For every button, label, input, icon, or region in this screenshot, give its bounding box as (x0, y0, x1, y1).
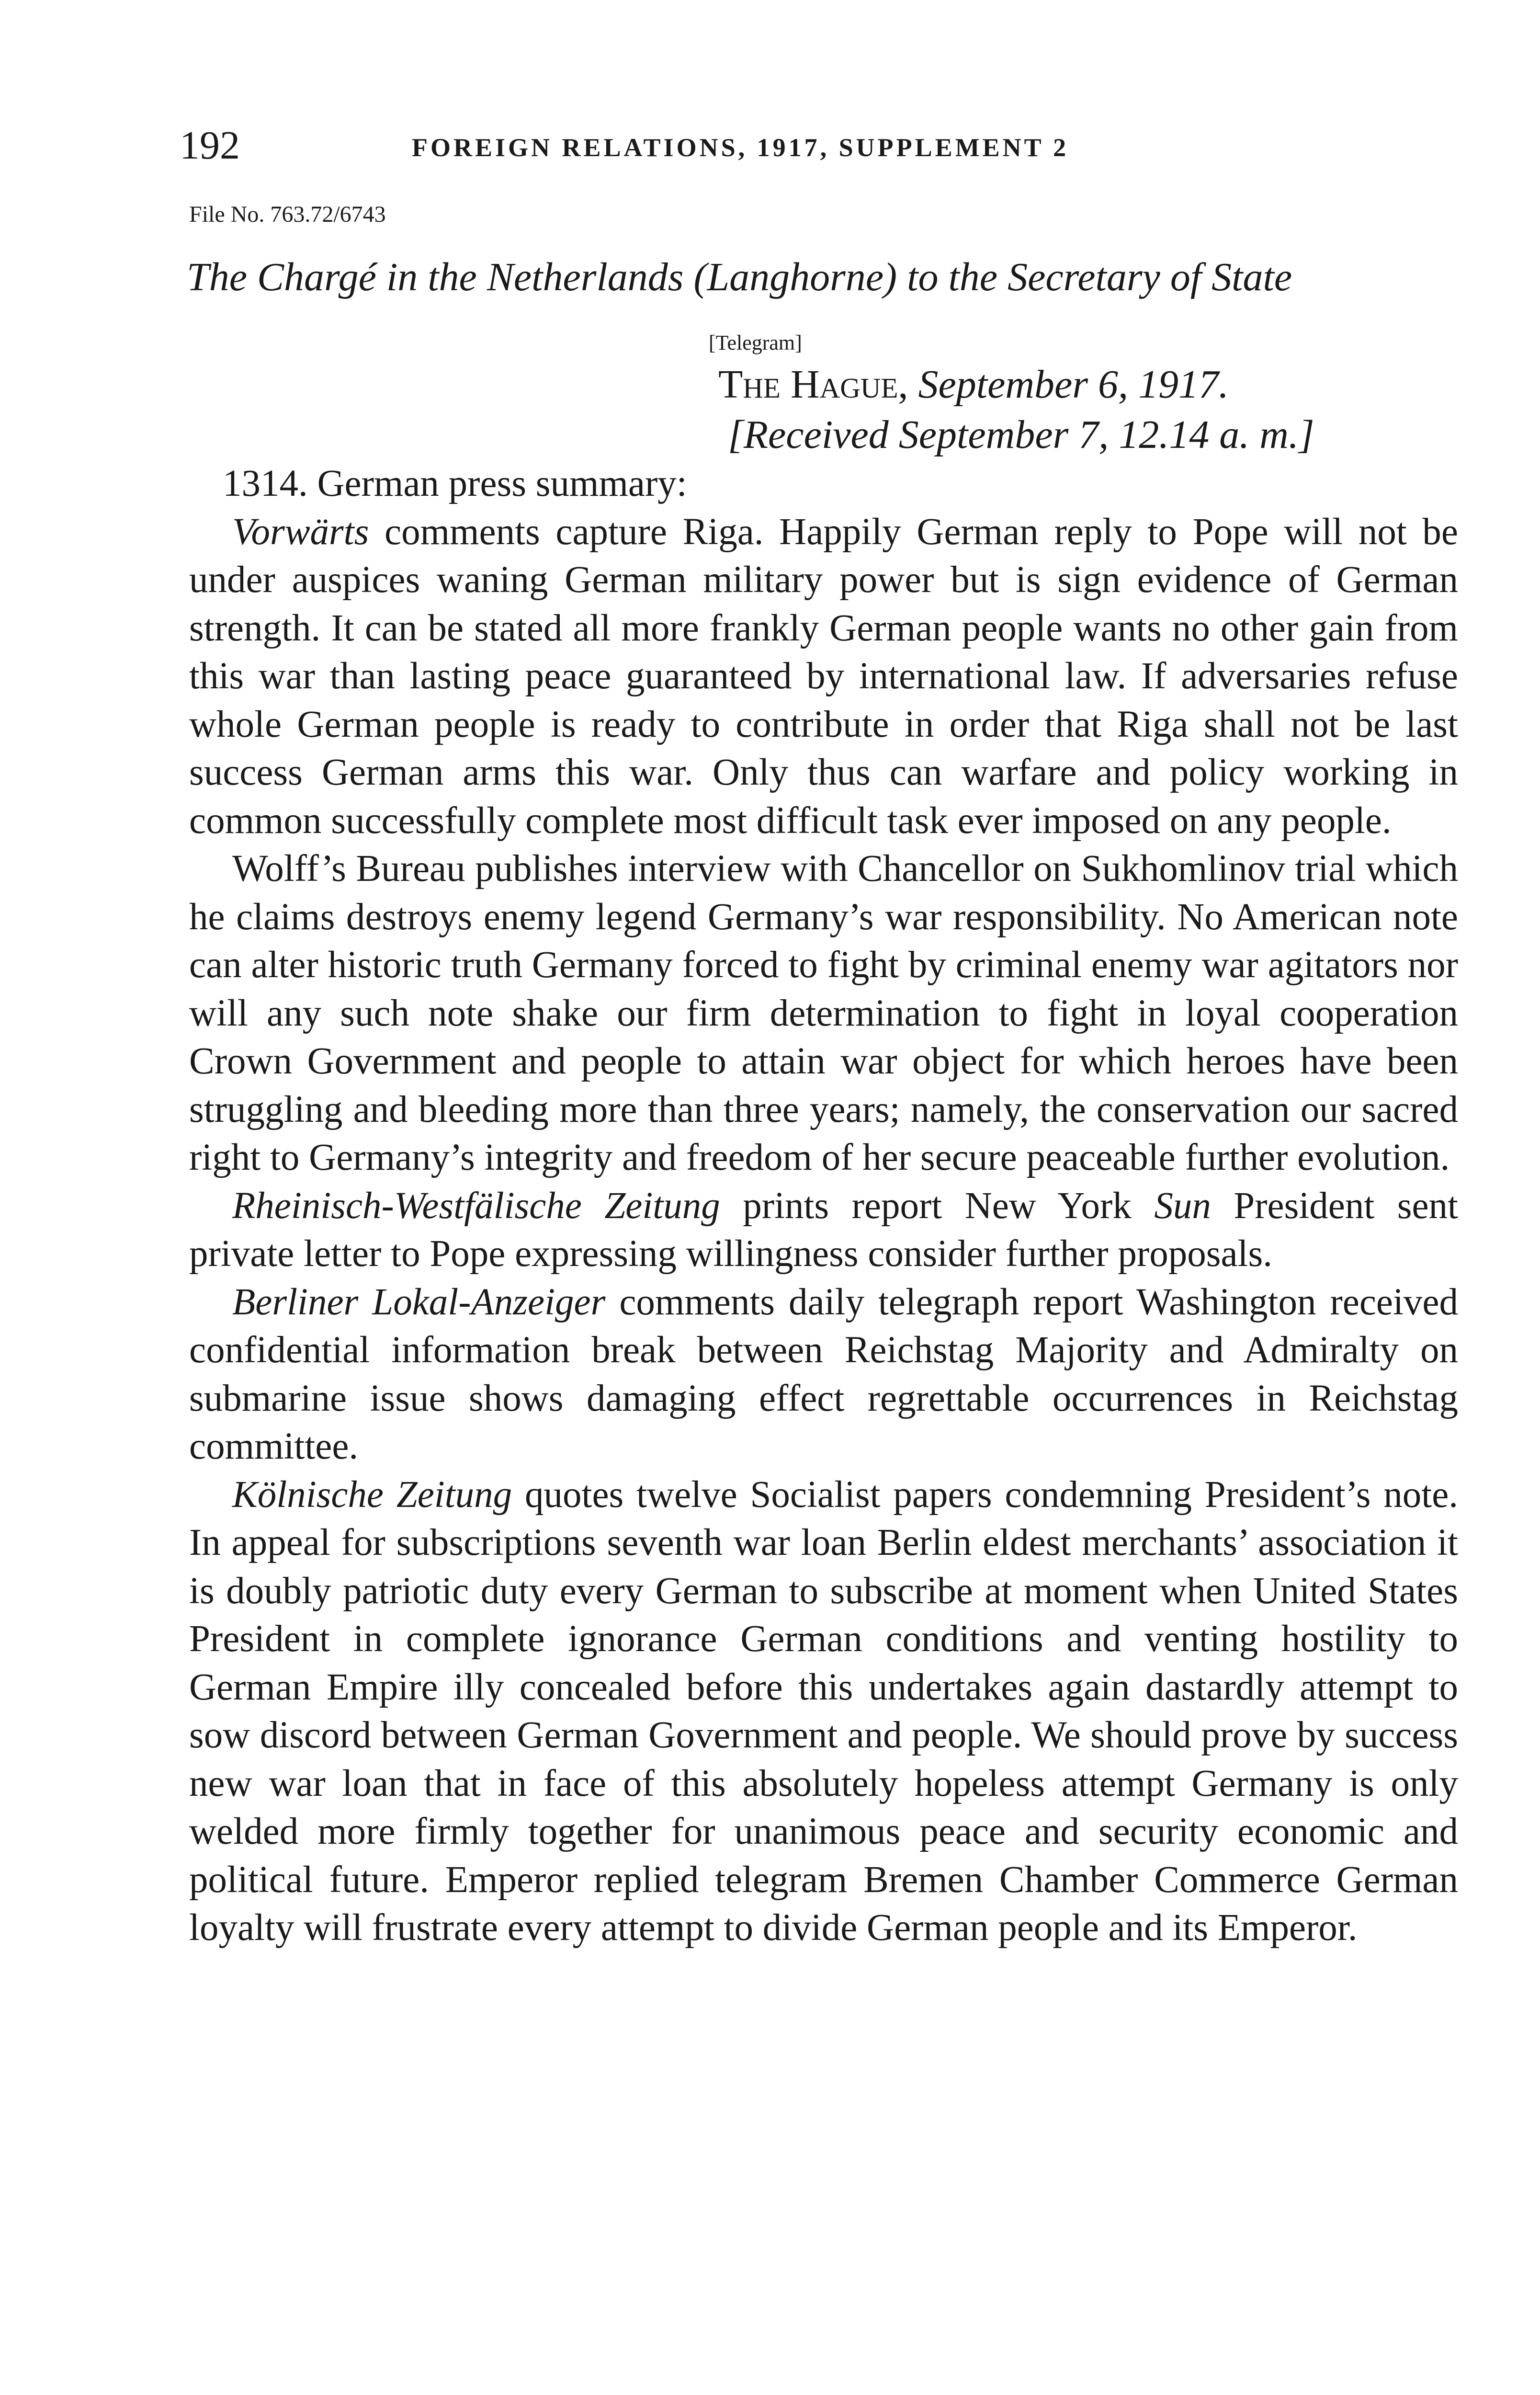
telegram-label: [Telegram] (709, 331, 802, 354)
document-heading: The Chargé in the Netherlands (Langhorne) to the Secretary of State (187, 255, 1292, 299)
paragraph-3 (189, 845, 1458, 1182)
paragraph-6 (189, 1471, 1458, 1952)
telegram-body (189, 460, 1458, 1952)
paragraph-text: quotes twelve Socialist papers condemning President’s note. In appeal for subscriptions seventh war loan Berlin eldest merchants’ association it is doubly patriotic duty every German to subscribe at moment when United States President in complete ignorance German conditions and venting hostility to German Empire illy concealed before this undertakes again dastardly attempt to sow discord between German Government and people. We should prove by success new war loan that in face of this absolutely hopeless attempt Germany is only welded more firmly together for unanimous peace and security economic and political future. Emperor replied telegram Bremen Chamber Commerce German loyalty will frustrate every attempt to divide German people and its Emperor. (189, 1473, 1459, 1949)
paragraph-text: comments capture Riga. Happily German reply to Pope will not be under auspices waning German military power but is sign evidence of German strength. It can be stated all more frankly German people wants no other gain from this war than lasting peace guaranteed by international law. If adversaries refuse whole German people is ready to contribute in order that Riga shall not be last success German arms this war. Only thus can warfare and policy working in common successfully complete most difficult task ever imposed on any people. (189, 511, 1458, 842)
file-number: File No. 763.72/6743 (189, 202, 386, 227)
running-head (180, 122, 1257, 175)
paragraph-4 (189, 1182, 1458, 1278)
paragraph-2 (189, 508, 1458, 845)
newspaper-name: Sun (1154, 1185, 1211, 1227)
paragraph-5 (189, 1278, 1458, 1471)
dateline-received: [Received September 7, 12.14 a. m.] (728, 412, 1314, 457)
paragraph-text: prints report New York (720, 1185, 1155, 1227)
dateline-place: The Hague, (718, 362, 908, 407)
dateline (718, 359, 1314, 460)
newspaper-name: Berliner Lokal-Anzeiger (232, 1281, 606, 1323)
newspaper-name: Vorwärts (232, 511, 369, 553)
newspaper-name: Kölnische Zeitung (232, 1473, 512, 1516)
running-title: FOREIGN RELATIONS, 1917, SUPPLEMENT 2 (412, 133, 1069, 162)
dateline-sent (718, 359, 1314, 410)
paragraph-text: President sent private letter to Pope expressing willingness consider further proposals. (189, 1185, 1459, 1275)
paragraph-text: Wolff’s Bureau publishes interview with Chancellor on Sukhomlinov trial which he claims destroys enemy legend Germany’s war responsibility. No American note can alter historic truth Germany forced to fight by criminal enemy war agitators nor will any such note shake our firm determination to fight in loyal cooperation Crown Government and people to attain war object for which heroes have been struggling and bleeding more than three years; namely, the conservation our sacred right to Germany’s integrity and freedom of her secure peaceable further evolution. (189, 848, 1458, 1178)
paragraph-1 (189, 460, 1458, 508)
newspaper-name: Rheinisch-Westfälische Zeitung (232, 1185, 720, 1227)
page-number: 192 (180, 123, 240, 168)
paragraph-text: 1314. German press summary: (223, 463, 687, 504)
paragraph-text: comments daily telegraph report Washington received confidential information break between Reichstag Majority and Admiralty on submarine issue shows damaging effect regrettable occurrences in Reichstag committee. (189, 1281, 1458, 1467)
dateline-date: September 6, 1917. (918, 362, 1229, 407)
